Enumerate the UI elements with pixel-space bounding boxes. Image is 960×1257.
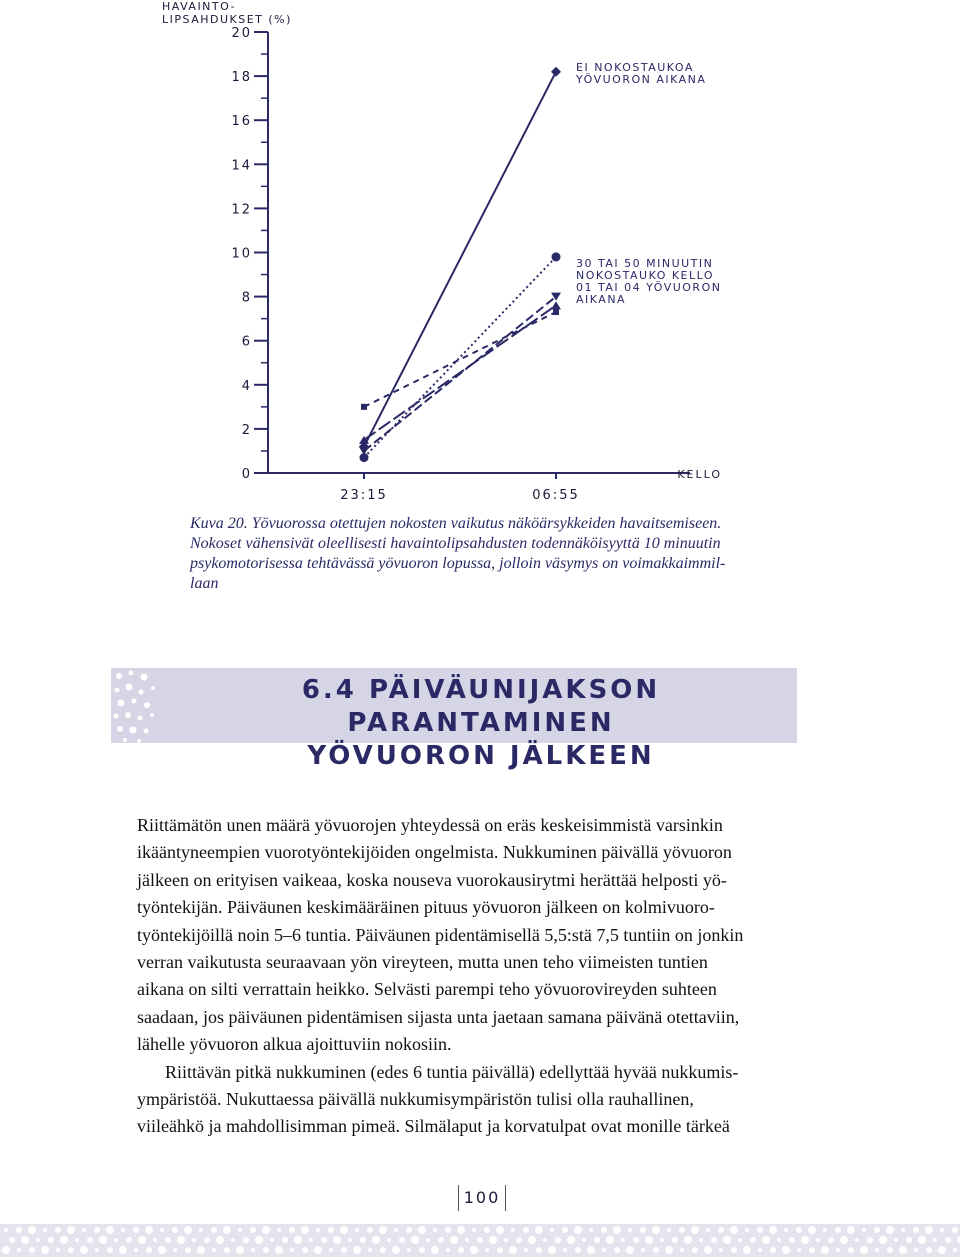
footer-dot: [9, 1237, 15, 1243]
footer-dot: [379, 1226, 387, 1234]
annotation-line: EI NOKOSTAUKOA: [576, 61, 694, 74]
footer-dot: [613, 1226, 621, 1234]
footer-dot: [821, 1246, 829, 1254]
footer-dot: [730, 1226, 738, 1234]
footer-dot: [563, 1248, 567, 1252]
footer-dot: [899, 1246, 907, 1254]
text-line: Riittämätön unen määrä yövuorojen yhteydessä on eräs keskeisimmistä varsinkin: [137, 815, 723, 835]
footer-dot: [906, 1237, 912, 1243]
footer-dot: [4, 1228, 8, 1232]
footer-dot: [835, 1227, 841, 1233]
section-title-line: 6.4 PÄIVÄUNIJAKSON PARANTAMINEN: [301, 675, 661, 738]
footer-dot: [433, 1228, 437, 1232]
footer-dot: [641, 1248, 645, 1252]
footer-dot: [263, 1247, 269, 1253]
paragraph: [137, 812, 799, 1059]
footer-dot: [133, 1227, 139, 1233]
footer-dot: [809, 1247, 815, 1253]
footer-dot: [302, 1247, 308, 1253]
footer-dot: [99, 1236, 107, 1244]
footer-dot: [762, 1236, 770, 1244]
footer-dot: [914, 1248, 918, 1252]
footer-dot: [36, 1238, 40, 1242]
footer-dot: [925, 1226, 933, 1234]
footer-dot: [511, 1228, 515, 1232]
footer-dot: [497, 1247, 503, 1253]
caption-line: laan: [190, 575, 219, 592]
footer-dot: [575, 1247, 581, 1253]
footer-dot: [757, 1227, 763, 1233]
footer-dot: [860, 1246, 868, 1254]
footer-dot: [796, 1227, 802, 1233]
footer-dot: [48, 1237, 54, 1243]
footer-dot: [840, 1236, 848, 1244]
text-line: viileähkö ja mahdollisimman pimeä. Silmälaput ja korvatulpat ovat monille tärkeä: [137, 1116, 730, 1137]
footer-dot: [875, 1248, 879, 1252]
footer-dot: [847, 1226, 855, 1234]
footer-dot: [216, 1236, 224, 1244]
footer-dot: [204, 1237, 210, 1243]
footer-dot: [138, 1236, 146, 1244]
text-line: ikääntyneempien vuorotyöntekijöiden ongelmista. Nukkuminen päivällä yövuoron: [137, 842, 732, 863]
footer-dot: [516, 1237, 522, 1243]
footer-dot: [289, 1227, 295, 1233]
footer-dot: [438, 1237, 444, 1243]
footer-dot: [60, 1236, 68, 1244]
footer-dot: [574, 1226, 582, 1234]
footer-dot: [789, 1237, 795, 1243]
data-point-marker: [551, 301, 561, 309]
footer-dot: [387, 1238, 391, 1242]
footer-dot: [446, 1248, 450, 1252]
section-heading-banner: [111, 668, 797, 771]
footer-dot: [660, 1238, 664, 1242]
text-line: saadaan, jos päiväunen pidentämisen sijasta unta jaetaan samana päivänä otettaviin,: [137, 1006, 740, 1027]
footer-dot: [255, 1236, 263, 1244]
footer-dot: [348, 1238, 352, 1242]
footer-dot: [107, 1247, 113, 1253]
y-axis-title-line: LIPSAHDUKSET (%): [162, 13, 292, 26]
footer-dot: [68, 1247, 74, 1253]
data-point-marker: [553, 309, 559, 315]
data-point-marker: [552, 252, 561, 261]
footer-dot: [197, 1246, 205, 1254]
footer-dot: [769, 1226, 777, 1234]
footer-dot: [355, 1228, 359, 1232]
footer-dot: [394, 1228, 398, 1232]
annotation-line: 30 TAI 50 MINUUTIN: [576, 257, 714, 270]
footer-dot: [504, 1238, 508, 1242]
footer-dot: [489, 1236, 497, 1244]
footer-dot: [777, 1238, 781, 1242]
footer-dot: [836, 1248, 840, 1252]
footer-dot: [484, 1227, 490, 1233]
footer-dot: [41, 1246, 49, 1254]
footer-dot: [667, 1228, 671, 1232]
footer-dot: [589, 1228, 593, 1232]
x-axis-title: KELLO: [677, 468, 722, 481]
footer-dot: [901, 1228, 905, 1232]
footer-dot: [134, 1248, 138, 1252]
footer-dot: [294, 1236, 302, 1244]
footer-dot: [536, 1247, 542, 1253]
footer-dot: [411, 1236, 419, 1244]
footer-dot: [528, 1236, 536, 1244]
series-line: [364, 305, 556, 440]
footer-dot: [704, 1246, 712, 1254]
footer-dot: [236, 1246, 244, 1254]
footer-dot: [738, 1238, 742, 1242]
footer-dot: [940, 1228, 944, 1232]
footer-dot: [82, 1228, 86, 1232]
text-line: Riittävän pitkä nukkuminen (edes 6 tuntia päivällä) edellyttää hyvää nukkumis-: [165, 1061, 739, 1082]
footer-dot: [691, 1226, 699, 1234]
footer-dot: [277, 1228, 281, 1232]
section-title-line: YÖVUORON JÄLKEEN: [307, 741, 655, 771]
footer-dot: [887, 1247, 893, 1253]
footer-dot: [43, 1228, 47, 1232]
y-tick-label: 16: [231, 114, 252, 130]
footer-dot: [926, 1247, 932, 1253]
footer-dot: [380, 1247, 386, 1253]
text-line: työntekijän. Päiväunen keskimääräinen pituus yövuoron jälkeen on kolmivuoro-: [137, 897, 715, 918]
figure-caption: [190, 514, 810, 594]
footer-dot: [606, 1236, 614, 1244]
y-tick-label: 0: [241, 467, 252, 482]
footer-dot: [797, 1248, 801, 1252]
y-tick-label: 8: [241, 290, 252, 306]
footer-dot: [679, 1227, 685, 1233]
footer-dot: [184, 1226, 192, 1234]
footer-dot: [758, 1248, 762, 1252]
footer-dot: [316, 1228, 320, 1232]
footer-dot: [953, 1248, 957, 1252]
y-axis-title: [162, 0, 292, 26]
footer-dot: [550, 1228, 554, 1232]
footer-dot: [886, 1226, 894, 1234]
footer-dot: [711, 1237, 717, 1243]
footer-dot: [770, 1247, 776, 1253]
footer-dot: [692, 1247, 698, 1253]
footer-dot: [628, 1228, 632, 1232]
y-tick-label: 2: [241, 422, 252, 438]
footer-dot: [223, 1226, 231, 1234]
x-tick-label: 23:15: [340, 488, 388, 503]
footer-dot: [243, 1237, 249, 1243]
footer-dot: [855, 1238, 859, 1242]
footer-dot: [952, 1227, 958, 1233]
footer-dot: [80, 1246, 88, 1254]
footer-dot: [406, 1227, 412, 1233]
y-tick-label: 6: [241, 334, 252, 350]
footer-dot: [87, 1237, 93, 1243]
caption-line: Kuva 20. Yövuorossa otettujen nokosten vaikutus näköärsykkeiden havaitsemiseen.: [190, 515, 722, 532]
footer-dot: [706, 1228, 710, 1232]
footer-dot: [816, 1238, 820, 1242]
text-line: aikana on silti verrattain heikko. Selvästi parempi teho yövuorovireyden suhteen: [137, 979, 717, 1000]
footer-dot: [548, 1246, 556, 1254]
footer-dot: [368, 1248, 372, 1252]
footer-dot: [523, 1227, 529, 1233]
text-line: työntekijöillä noin 5–6 tuntia. Päiväunen pidentämisellä 5,5:stä 7,5 tuntiin on jonkin: [137, 924, 744, 945]
footer-dot: [426, 1238, 430, 1242]
footer-dot: [719, 1248, 723, 1252]
footer-dot: [848, 1247, 854, 1253]
footer-dot: [212, 1248, 216, 1252]
footer-dot: [645, 1236, 653, 1244]
footer-dot: [672, 1237, 678, 1243]
footer-dot: [16, 1227, 22, 1233]
footer-dot: [114, 1238, 118, 1242]
footer-dot: [562, 1227, 568, 1233]
footer-dot: [75, 1238, 79, 1242]
y-tick-label: 10: [231, 246, 252, 262]
annotation-nap: [576, 258, 721, 306]
data-point-marker: [361, 404, 367, 410]
footer-dot: [457, 1226, 465, 1234]
series-line: [364, 72, 556, 447]
footer-dot: [67, 1226, 75, 1234]
footer-dot: [680, 1248, 684, 1252]
footer-dot: [333, 1236, 341, 1244]
section-title: [166, 674, 796, 773]
footer-dot: [353, 1246, 361, 1254]
footer-dot: [106, 1226, 114, 1234]
footer-dot: [582, 1238, 586, 1242]
footer-dot-band: [0, 1224, 960, 1257]
footer-dot: [913, 1227, 919, 1233]
footer-dot: [321, 1237, 327, 1243]
footer-dot: [121, 1228, 125, 1232]
footer-dot: [614, 1247, 620, 1253]
footer-dot: [250, 1227, 256, 1233]
annotation-line: AIKANA: [576, 293, 627, 306]
footer-dot: [56, 1248, 60, 1252]
footer-dot: [301, 1226, 309, 1234]
footer-dot: [938, 1246, 946, 1254]
footer-dot: [28, 1226, 36, 1234]
footer-dot: [782, 1246, 790, 1254]
footer-dot: [146, 1247, 152, 1253]
footer-dot: [535, 1226, 543, 1234]
footer-dot: [567, 1236, 575, 1244]
footer-dot: [653, 1247, 659, 1253]
footer-dot: [177, 1236, 185, 1244]
footer-dot: [496, 1226, 504, 1234]
footer-dot: [392, 1246, 400, 1254]
footer-dot: [2, 1246, 10, 1254]
footer-dot: [185, 1247, 191, 1253]
footer-dot: [314, 1246, 322, 1254]
footer-dot: [238, 1228, 242, 1232]
footer-dot: [918, 1236, 926, 1244]
footer-dot: [894, 1238, 898, 1242]
footer-dot: [275, 1246, 283, 1254]
footer-dot: [173, 1248, 177, 1252]
page-number: 100: [458, 1185, 506, 1211]
footer-dot: [640, 1227, 646, 1233]
footer-dot: [431, 1246, 439, 1254]
footer-dot: [750, 1237, 756, 1243]
footer-dot: [21, 1236, 29, 1244]
footer-dot: [172, 1227, 178, 1233]
footer-dot: [262, 1226, 270, 1234]
footer-dot: [224, 1247, 230, 1253]
footer-dot: [723, 1236, 731, 1244]
footer-dot: [270, 1238, 274, 1242]
footer-dot: [587, 1246, 595, 1254]
footer-dot: [341, 1247, 347, 1253]
y-tick-label: 14: [231, 158, 252, 174]
footer-dot: [367, 1227, 373, 1233]
footer-dot: [699, 1238, 703, 1242]
footer-dot: [509, 1246, 517, 1254]
footer-dot: [445, 1227, 451, 1233]
footer-dot: [126, 1237, 132, 1243]
y-tick-label: 20: [231, 26, 252, 41]
footer-dot: [633, 1237, 639, 1243]
paragraph: [137, 1059, 799, 1141]
footer-dot: [17, 1248, 21, 1252]
footer-dot: [731, 1247, 737, 1253]
footer-dot: [158, 1246, 166, 1254]
footer-dot: [153, 1238, 157, 1242]
y-tick-label: 18: [231, 70, 252, 86]
footer-dot: [231, 1238, 235, 1242]
annotation-line: NOKOSTAUKO KELLO: [576, 269, 715, 282]
footer-dot: [718, 1227, 724, 1233]
y-tick-label: 12: [231, 202, 252, 218]
footer-dot: [290, 1248, 294, 1252]
footer-dot: [470, 1246, 478, 1254]
footer-dot: [543, 1238, 547, 1242]
footer-dot: [372, 1236, 380, 1244]
footer-dot: [801, 1236, 809, 1244]
caption-line: Nokoset vähensivät oleellisesti havaintolipsahdusten todennäköisyyttä 10 minuutin: [190, 535, 721, 552]
footer-dot: [594, 1237, 600, 1243]
text-line: lähelle yövuoron alkua ajoittuviin nokosiin.: [137, 1034, 452, 1055]
footer-dot: [862, 1228, 866, 1232]
footer-dot: [601, 1227, 607, 1233]
y-axis-title-line: HAVAINTO-: [162, 0, 237, 13]
x-tick-label: 06:55: [532, 488, 580, 503]
annotation-line: 01 TAI 04 YÖVUORON: [576, 281, 722, 294]
footer-dot: [160, 1228, 164, 1232]
text-line: verran vaikutusta seuraavaan yön vireyteen, mutta unen teho viimeisten tuntien: [137, 952, 708, 973]
y-tick-label: 4: [241, 378, 252, 394]
footer-dot: [94, 1227, 100, 1233]
data-point-marker: [551, 67, 561, 77]
footer-dot: [524, 1248, 528, 1252]
annotation-no-nap: [576, 62, 706, 86]
series-line: [364, 257, 556, 458]
footer-dot: [933, 1238, 937, 1242]
footer-dot: [626, 1246, 634, 1254]
footer-dot: [555, 1237, 561, 1243]
footer-dot: [945, 1237, 951, 1243]
line-chart: [0, 0, 960, 520]
annotation-line: YÖVUORON AIKANA: [576, 73, 707, 86]
footer-dot: [199, 1228, 203, 1232]
footer-dot: [472, 1228, 476, 1232]
dot-pattern-decoration: [111, 668, 171, 743]
text-line: jälkeen on erityisen vaikeaa, koska nouseva vuorokausirytmi herättää helposti yö-: [137, 869, 727, 890]
footer-dot: [251, 1248, 255, 1252]
footer-dot: [119, 1246, 127, 1254]
body-text: [137, 812, 799, 1141]
footer-dot: [784, 1228, 788, 1232]
footer-dot: [145, 1226, 153, 1234]
footer-dot: [621, 1238, 625, 1242]
footer-dot: [652, 1226, 660, 1234]
footer-dot: [340, 1226, 348, 1234]
footer-dot: [309, 1238, 313, 1242]
footer-dot: [192, 1238, 196, 1242]
footer-dot: [828, 1237, 834, 1243]
footer-dot: [745, 1228, 749, 1232]
footer-dot: [407, 1248, 411, 1252]
footer-dot: [465, 1238, 469, 1242]
footer-dot: [55, 1227, 61, 1233]
text-line: ympäristöä. Nukuttaessa päivällä nukkumisympäristön tulisi olla rauhallinen,: [137, 1089, 694, 1110]
footer-dot: [450, 1236, 458, 1244]
footer-dot: [602, 1248, 606, 1252]
footer-dot: [29, 1247, 35, 1253]
footer-dot: [282, 1237, 288, 1243]
caption-line: psykomotorisessa tehtävässä yövuoron lopussa, jolloin väsymys on voimakkaimmil-: [190, 555, 726, 572]
footer-dot: [874, 1227, 880, 1233]
footer-dot: [328, 1227, 334, 1233]
footer-dot: [418, 1226, 426, 1234]
footer-dot: [867, 1237, 873, 1243]
footer-dot: [477, 1237, 483, 1243]
footer-dot: [458, 1247, 464, 1253]
footer-dot: [879, 1236, 887, 1244]
footer-dot: [165, 1237, 171, 1243]
footer-dot: [419, 1247, 425, 1253]
footer-dot: [743, 1246, 751, 1254]
footer-dot: [329, 1248, 333, 1252]
footer-dot: [485, 1248, 489, 1252]
footer-dot: [211, 1227, 217, 1233]
footer-dot: [95, 1248, 99, 1252]
footer-dot: [808, 1226, 816, 1234]
footer-dot: [684, 1236, 692, 1244]
footer-dot: [399, 1237, 405, 1243]
footer-dot: [823, 1228, 827, 1232]
footer-dot: [665, 1246, 673, 1254]
footer-dot: [360, 1237, 366, 1243]
